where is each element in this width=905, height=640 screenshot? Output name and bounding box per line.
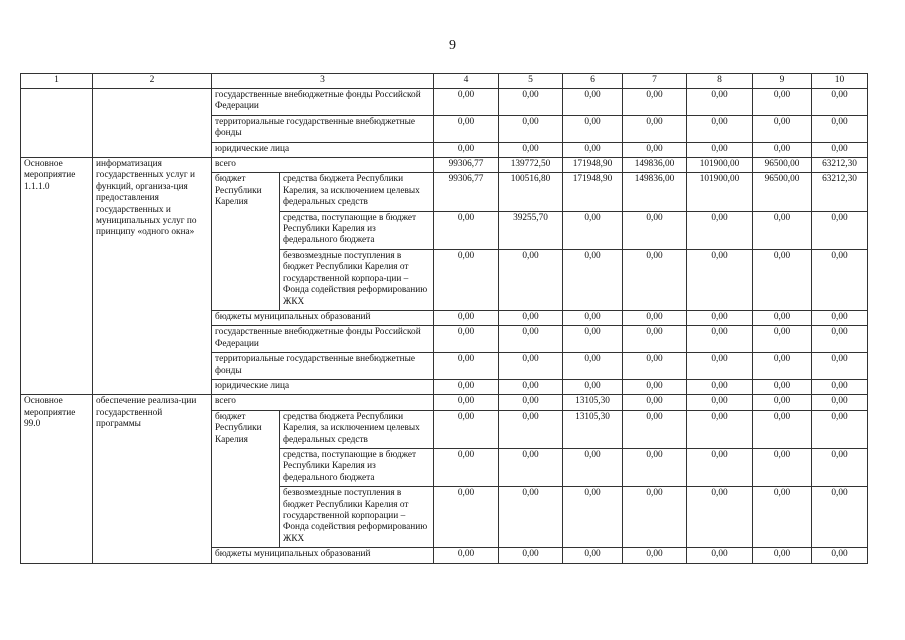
value-cell: 0,00 bbox=[499, 487, 563, 548]
value-cell: 0,00 bbox=[563, 487, 623, 548]
value-cell: 0,00 bbox=[623, 448, 687, 486]
table-row bbox=[21, 158, 868, 173]
value-cell: 100516,80 bbox=[499, 173, 563, 211]
value-cell: 0,00 bbox=[623, 379, 687, 394]
value-cell: 0,00 bbox=[687, 326, 753, 353]
value-cell: 0,00 bbox=[687, 211, 753, 249]
value-cell: 0,00 bbox=[687, 448, 753, 486]
source-label: бюджеты муниципальных образований bbox=[212, 548, 434, 563]
total-label: всего bbox=[212, 395, 434, 410]
source-label: государственные внебюджетные фонды Российской Федерации bbox=[212, 89, 434, 116]
value-cell: 0,00 bbox=[753, 353, 812, 380]
value-cell: 149836,00 bbox=[623, 158, 687, 173]
value-cell: 0,00 bbox=[687, 142, 753, 157]
value-cell: 0,00 bbox=[812, 142, 868, 157]
value-cell: 0,00 bbox=[623, 395, 687, 410]
value-cell: 0,00 bbox=[812, 448, 868, 486]
value-cell: 0,00 bbox=[434, 142, 499, 157]
value-cell: 0,00 bbox=[623, 115, 687, 142]
value-cell: 0,00 bbox=[499, 448, 563, 486]
column-header: 7 bbox=[623, 74, 687, 89]
value-cell: 101900,00 bbox=[687, 158, 753, 173]
value-cell: 149836,00 bbox=[623, 173, 687, 211]
source-label: безвозмездные поступления в бюджет Республики Карелия от государственной корпора-ции – Фонда содействия реформированию ЖКХ bbox=[280, 249, 434, 310]
value-cell: 0,00 bbox=[499, 548, 563, 563]
value-cell: 139772,50 bbox=[499, 158, 563, 173]
value-cell: 0,00 bbox=[687, 89, 753, 116]
source-label: средства, поступающие в бюджет Республики Карелия из федерального бюджета bbox=[280, 211, 434, 249]
budget-table bbox=[20, 73, 868, 564]
column-header: 6 bbox=[563, 74, 623, 89]
value-cell: 0,00 bbox=[434, 326, 499, 353]
value-cell: 0,00 bbox=[753, 310, 812, 325]
value-cell: 0,00 bbox=[812, 326, 868, 353]
value-cell: 0,00 bbox=[499, 395, 563, 410]
value-cell: 0,00 bbox=[753, 487, 812, 548]
value-cell: 0,00 bbox=[687, 115, 753, 142]
value-cell: 0,00 bbox=[563, 326, 623, 353]
value-cell: 0,00 bbox=[812, 89, 868, 116]
value-cell: 0,00 bbox=[812, 249, 868, 310]
activity-name: информатизация государственных услуг и функций, организа-ция предоставления государственных и муниципальных услуг по принципу «одного окна» bbox=[93, 158, 212, 395]
activity-code: Основное мероприятие 99.0 bbox=[21, 395, 93, 563]
value-cell: 0,00 bbox=[812, 310, 868, 325]
column-header: 1 bbox=[21, 74, 93, 89]
value-cell: 0,00 bbox=[623, 142, 687, 157]
value-cell: 0,00 bbox=[434, 548, 499, 563]
empty-cell bbox=[93, 89, 212, 158]
budget-label: бюджет Республики Карелия bbox=[212, 410, 280, 547]
value-cell: 0,00 bbox=[623, 249, 687, 310]
value-cell: 0,00 bbox=[434, 115, 499, 142]
value-cell: 0,00 bbox=[563, 89, 623, 116]
source-label: территориальные государственные внебюджетные фонды bbox=[212, 115, 434, 142]
value-cell: 0,00 bbox=[563, 548, 623, 563]
source-label: бюджеты муниципальных образований bbox=[212, 310, 434, 325]
value-cell: 0,00 bbox=[623, 410, 687, 448]
value-cell: 0,00 bbox=[623, 353, 687, 380]
value-cell: 0,00 bbox=[499, 310, 563, 325]
value-cell: 0,00 bbox=[753, 448, 812, 486]
value-cell: 0,00 bbox=[563, 115, 623, 142]
value-cell: 0,00 bbox=[753, 395, 812, 410]
value-cell: 0,00 bbox=[687, 548, 753, 563]
value-cell: 63212,30 bbox=[812, 173, 868, 211]
value-cell: 0,00 bbox=[434, 89, 499, 116]
value-cell: 0,00 bbox=[563, 379, 623, 394]
value-cell: 0,00 bbox=[563, 353, 623, 380]
value-cell: 0,00 bbox=[434, 448, 499, 486]
value-cell: 0,00 bbox=[623, 211, 687, 249]
column-header: 9 bbox=[753, 74, 812, 89]
value-cell: 0,00 bbox=[687, 353, 753, 380]
source-label: юридические лица bbox=[212, 379, 434, 394]
value-cell: 171948,90 bbox=[563, 158, 623, 173]
value-cell: 96500,00 bbox=[753, 173, 812, 211]
value-cell: 0,00 bbox=[687, 395, 753, 410]
value-cell: 0,00 bbox=[687, 410, 753, 448]
value-cell: 0,00 bbox=[563, 249, 623, 310]
value-cell: 0,00 bbox=[687, 249, 753, 310]
value-cell: 101900,00 bbox=[687, 173, 753, 211]
column-header: 10 bbox=[812, 74, 868, 89]
column-header: 4 bbox=[434, 74, 499, 89]
value-cell: 0,00 bbox=[563, 142, 623, 157]
value-cell: 0,00 bbox=[563, 310, 623, 325]
value-cell: 0,00 bbox=[623, 548, 687, 563]
value-cell: 0,00 bbox=[499, 115, 563, 142]
empty-cell bbox=[21, 89, 93, 158]
value-cell: 0,00 bbox=[753, 89, 812, 116]
source-label: территориальные государственные внебюджетные фонды bbox=[212, 353, 434, 380]
value-cell: 0,00 bbox=[623, 487, 687, 548]
value-cell: 0,00 bbox=[499, 142, 563, 157]
value-cell: 0,00 bbox=[623, 89, 687, 116]
value-cell: 0,00 bbox=[753, 142, 812, 157]
value-cell: 99306,77 bbox=[434, 173, 499, 211]
source-label: безвозмездные поступления в бюджет Республики Карелия от государственной корпорации – Фонда содействия реформированию ЖКХ bbox=[280, 487, 434, 548]
value-cell: 0,00 bbox=[753, 410, 812, 448]
value-cell: 0,00 bbox=[434, 379, 499, 394]
activity-name: обеспечение реализа-ции государственной программы bbox=[93, 395, 212, 563]
value-cell: 0,00 bbox=[434, 211, 499, 249]
value-cell: 99306,77 bbox=[434, 158, 499, 173]
value-cell: 0,00 bbox=[623, 310, 687, 325]
value-cell: 0,00 bbox=[812, 548, 868, 563]
source-label: средства бюджета Республики Карелия, за исключением целевых федеральных средств bbox=[280, 410, 434, 448]
value-cell: 0,00 bbox=[434, 310, 499, 325]
value-cell: 171948,90 bbox=[563, 173, 623, 211]
value-cell: 13105,30 bbox=[563, 410, 623, 448]
value-cell: 0,00 bbox=[812, 353, 868, 380]
source-label: средства бюджета Республики Карелия, за исключением целевых федеральных средств bbox=[280, 173, 434, 211]
value-cell: 0,00 bbox=[499, 249, 563, 310]
value-cell: 0,00 bbox=[753, 211, 812, 249]
value-cell: 0,00 bbox=[434, 353, 499, 380]
total-label: всего bbox=[212, 158, 434, 173]
value-cell: 0,00 bbox=[563, 448, 623, 486]
value-cell: 0,00 bbox=[499, 89, 563, 116]
activity-code: Основное мероприятие 1.1.1.0 bbox=[21, 158, 93, 395]
header-row bbox=[21, 74, 868, 89]
value-cell: 63212,30 bbox=[812, 158, 868, 173]
value-cell: 0,00 bbox=[499, 379, 563, 394]
value-cell: 0,00 bbox=[753, 379, 812, 394]
source-label: юридические лица bbox=[212, 142, 434, 157]
value-cell: 0,00 bbox=[812, 115, 868, 142]
value-cell: 0,00 bbox=[687, 487, 753, 548]
column-header: 5 bbox=[499, 74, 563, 89]
value-cell: 0,00 bbox=[753, 326, 812, 353]
value-cell: 0,00 bbox=[812, 211, 868, 249]
value-cell: 0,00 bbox=[434, 487, 499, 548]
budget-label: бюджет Республики Карелия bbox=[212, 173, 280, 310]
value-cell: 0,00 bbox=[434, 410, 499, 448]
value-cell: 0,00 bbox=[687, 379, 753, 394]
value-cell: 0,00 bbox=[499, 410, 563, 448]
value-cell: 0,00 bbox=[753, 115, 812, 142]
value-cell: 0,00 bbox=[812, 487, 868, 548]
value-cell: 0,00 bbox=[623, 326, 687, 353]
table-row bbox=[21, 395, 868, 410]
value-cell: 0,00 bbox=[499, 353, 563, 380]
column-header: 3 bbox=[212, 74, 434, 89]
value-cell: 0,00 bbox=[499, 326, 563, 353]
value-cell: 0,00 bbox=[812, 379, 868, 394]
value-cell: 13105,30 bbox=[563, 395, 623, 410]
value-cell: 0,00 bbox=[812, 410, 868, 448]
value-cell: 0,00 bbox=[753, 548, 812, 563]
value-cell: 96500,00 bbox=[753, 158, 812, 173]
value-cell: 0,00 bbox=[812, 395, 868, 410]
value-cell: 0,00 bbox=[753, 249, 812, 310]
column-header: 8 bbox=[687, 74, 753, 89]
column-header: 2 bbox=[93, 74, 212, 89]
value-cell: 0,00 bbox=[434, 249, 499, 310]
source-label: средства, поступающие в бюджет Республики Карелия из федерального бюджета bbox=[280, 448, 434, 486]
value-cell: 0,00 bbox=[563, 211, 623, 249]
value-cell: 0,00 bbox=[434, 395, 499, 410]
source-label: государственные внебюджетные фонды Российской Федерации bbox=[212, 326, 434, 353]
page-number: 9 bbox=[449, 38, 456, 53]
value-cell: 0,00 bbox=[687, 310, 753, 325]
table-row bbox=[21, 89, 868, 116]
value-cell: 39255,70 bbox=[499, 211, 563, 249]
